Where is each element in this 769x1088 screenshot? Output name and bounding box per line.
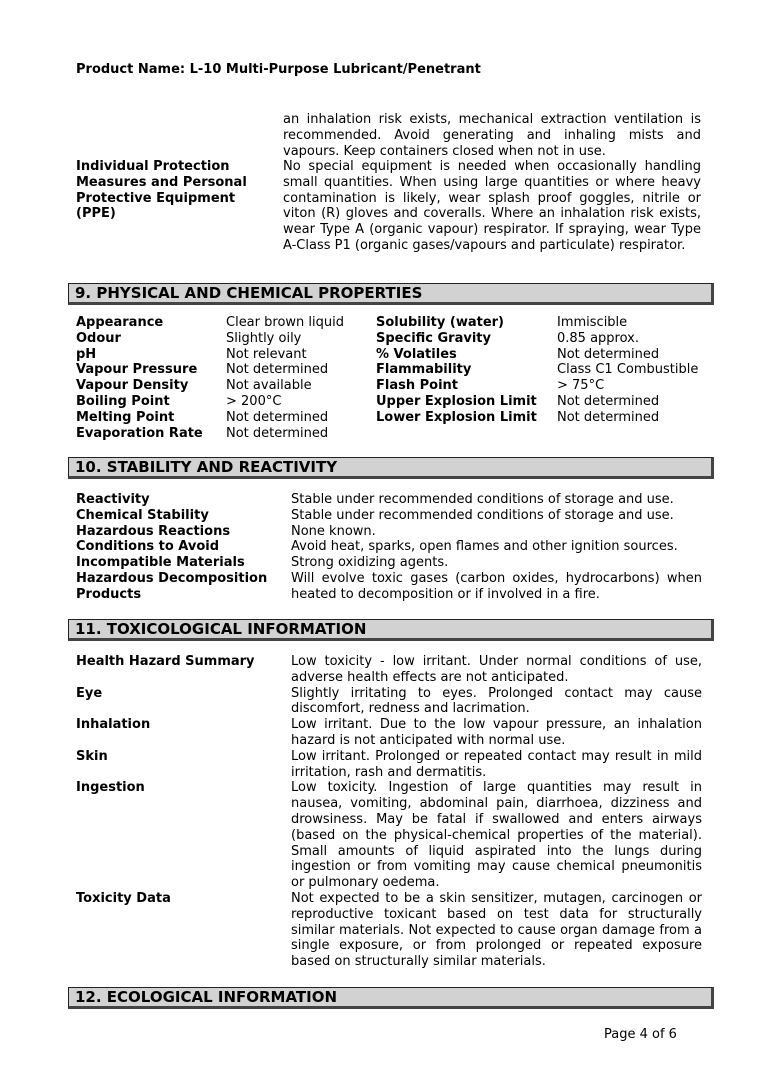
property-value: Not determined — [557, 409, 660, 425]
section-11-header: 11. TOXICOLOGICAL INFORMATION — [68, 619, 714, 641]
ppe-text: No special equipment is needed when occasionally handling small quantities. When using large quantities or where heavy contamination is likely, wear splash proof goggles, nitrile or viton (R) gloves and coveralls. Where an inhalation risk exists, wear Type A (organic vapour) respirator. If spraying, wear Type A-Class P1 (organic gases/vapours and particulate) respirator. — [283, 159, 701, 253]
property-row — [76, 331, 716, 347]
item-label: Eye — [76, 685, 103, 701]
property-label: Vapour Pressure — [76, 362, 198, 378]
property-row — [76, 378, 716, 394]
physical-properties-table — [76, 315, 716, 441]
property-value: Not determined — [557, 393, 660, 409]
list-item — [76, 780, 702, 891]
property-row — [76, 347, 716, 363]
property-value: Class C1 Combustible — [557, 362, 699, 378]
list-item — [76, 749, 702, 781]
item-label: Health Hazard Summary — [76, 654, 255, 669]
property-label: Vapour Density — [76, 378, 189, 394]
property-value: Immiscible — [557, 315, 628, 330]
list-item — [76, 571, 702, 603]
property-value: Not available — [226, 378, 312, 394]
item-value: Low toxicity - low irritant. Under normal conditions of use, adverse health effects are not anticipated. — [291, 654, 702, 685]
property-label: Odour — [76, 330, 121, 346]
property-label: Upper Explosion Limit — [376, 393, 537, 409]
item-value: Slightly irritating to eyes. Prolonged contact may cause discomfort, redness and lacrimation. — [291, 685, 702, 717]
property-label: % Volatiles — [376, 346, 457, 362]
stability-reactivity-list — [76, 492, 702, 603]
property-value: Not determined — [226, 425, 329, 441]
list-item — [76, 654, 702, 686]
property-label: Melting Point — [76, 409, 175, 425]
item-value: Not expected to be a skin sensitizer, mutagen, carcinogen or reproductive toxicant based on test data for structurally similar materials. Not expected to cause organ damage from a single exposure, or from prolonged or repeated exposure based on structurally similar materials. — [291, 890, 702, 970]
list-item — [76, 686, 702, 718]
item-label: Hazardous Decomposition Products — [76, 570, 268, 602]
property-value: Not determined — [226, 362, 329, 378]
list-item — [76, 555, 702, 571]
ppe-label: Individual Protection Measures and Personal Protective Equipment (PPE) — [76, 159, 247, 222]
product-name-heading: Product Name: L-10 Multi-Purpose Lubricant/Penetrant — [76, 62, 481, 77]
item-value: Low irritant. Due to the low vapour pressure, an inhalation hazard is not anticipated with normal use. — [291, 717, 702, 748]
section-12-header: 12. ECOLOGICAL INFORMATION — [68, 987, 714, 1009]
item-label: Conditions to Avoid — [76, 539, 220, 555]
property-row — [76, 410, 716, 426]
item-label: Ingestion — [76, 780, 145, 796]
property-label: Boiling Point — [76, 393, 170, 409]
property-label: Lower Explosion Limit — [376, 409, 537, 425]
property-label: pH — [76, 346, 97, 362]
item-value: Low irritant. Prolonged or repeated contact may result in mild irritation, rash and dermatitis. — [291, 748, 702, 780]
ventilation-text: an inhalation risk exists, mechanical extraction ventilation is recommended. Avoid generating and inhaling mists and vapours. Keep containers closed when not in use. — [283, 112, 701, 159]
property-label: Evaporation Rate — [76, 425, 203, 441]
item-value: Will evolve toxic gases (carbon oxides, hydrocarbons) when heated to decomposition or if involved in a fire. — [291, 570, 702, 602]
property-value: Not determined — [557, 346, 660, 362]
property-label: Flash Point — [376, 378, 459, 394]
property-row — [76, 362, 716, 378]
item-label: Toxicity Data — [76, 890, 171, 906]
item-value: Stable under recommended conditions of storage and use. — [291, 507, 674, 523]
section-9-header: 9. PHYSICAL AND CHEMICAL PROPERTIES — [68, 283, 714, 305]
property-value: Not determined — [226, 409, 329, 425]
toxicological-list — [76, 654, 702, 970]
page-number: Page 4 of 6 — [604, 1027, 677, 1042]
item-value: Strong oxidizing agents. — [291, 555, 449, 571]
item-value: Stable under recommended conditions of storage and use. — [291, 492, 674, 507]
property-value: > 75°C — [557, 378, 605, 394]
property-label: Specific Gravity — [376, 330, 491, 346]
property-value: Slightly oily — [226, 330, 302, 346]
item-label: Incompatible Materials — [76, 555, 245, 571]
property-value: Clear brown liquid — [226, 315, 344, 330]
list-item — [76, 717, 702, 749]
section-10-header: 10. STABILITY AND REACTIVITY — [68, 457, 714, 479]
item-value: None known. — [291, 523, 376, 539]
item-label: Skin — [76, 748, 108, 764]
property-row — [76, 426, 716, 442]
item-value: Low toxicity. Ingestion of large quantities may result in nausea, vomiting, abdominal pain, diarrhoea, dizziness and drowsiness. May be fatal if swallowed and enters airways (based on the physical-chemical properties of the material). Small amounts of liquid aspirated into the lungs during ingestion or from vomiting may cause chemical pneumonitis or pulmonary oedema. — [291, 780, 702, 891]
item-label: Hazardous Reactions — [76, 523, 231, 539]
item-label: Reactivity — [76, 492, 150, 507]
item-label: Chemical Stability — [76, 507, 209, 523]
item-label: Inhalation — [76, 717, 151, 733]
property-row — [76, 394, 716, 410]
list-item — [76, 891, 702, 970]
property-label: Solubility (water) — [376, 315, 505, 330]
list-item — [76, 492, 702, 508]
property-row — [76, 315, 716, 331]
item-value: Avoid heat, sparks, open flames and other ignition sources. — [291, 539, 678, 555]
property-label: Flammability — [376, 362, 472, 378]
list-item — [76, 539, 702, 555]
property-value: Not relevant — [226, 346, 307, 362]
property-value: 0.85 approx. — [557, 330, 639, 346]
list-item — [76, 508, 702, 524]
property-value: > 200°C — [226, 393, 282, 409]
list-item — [76, 524, 702, 540]
property-label: Appearance — [76, 315, 164, 330]
